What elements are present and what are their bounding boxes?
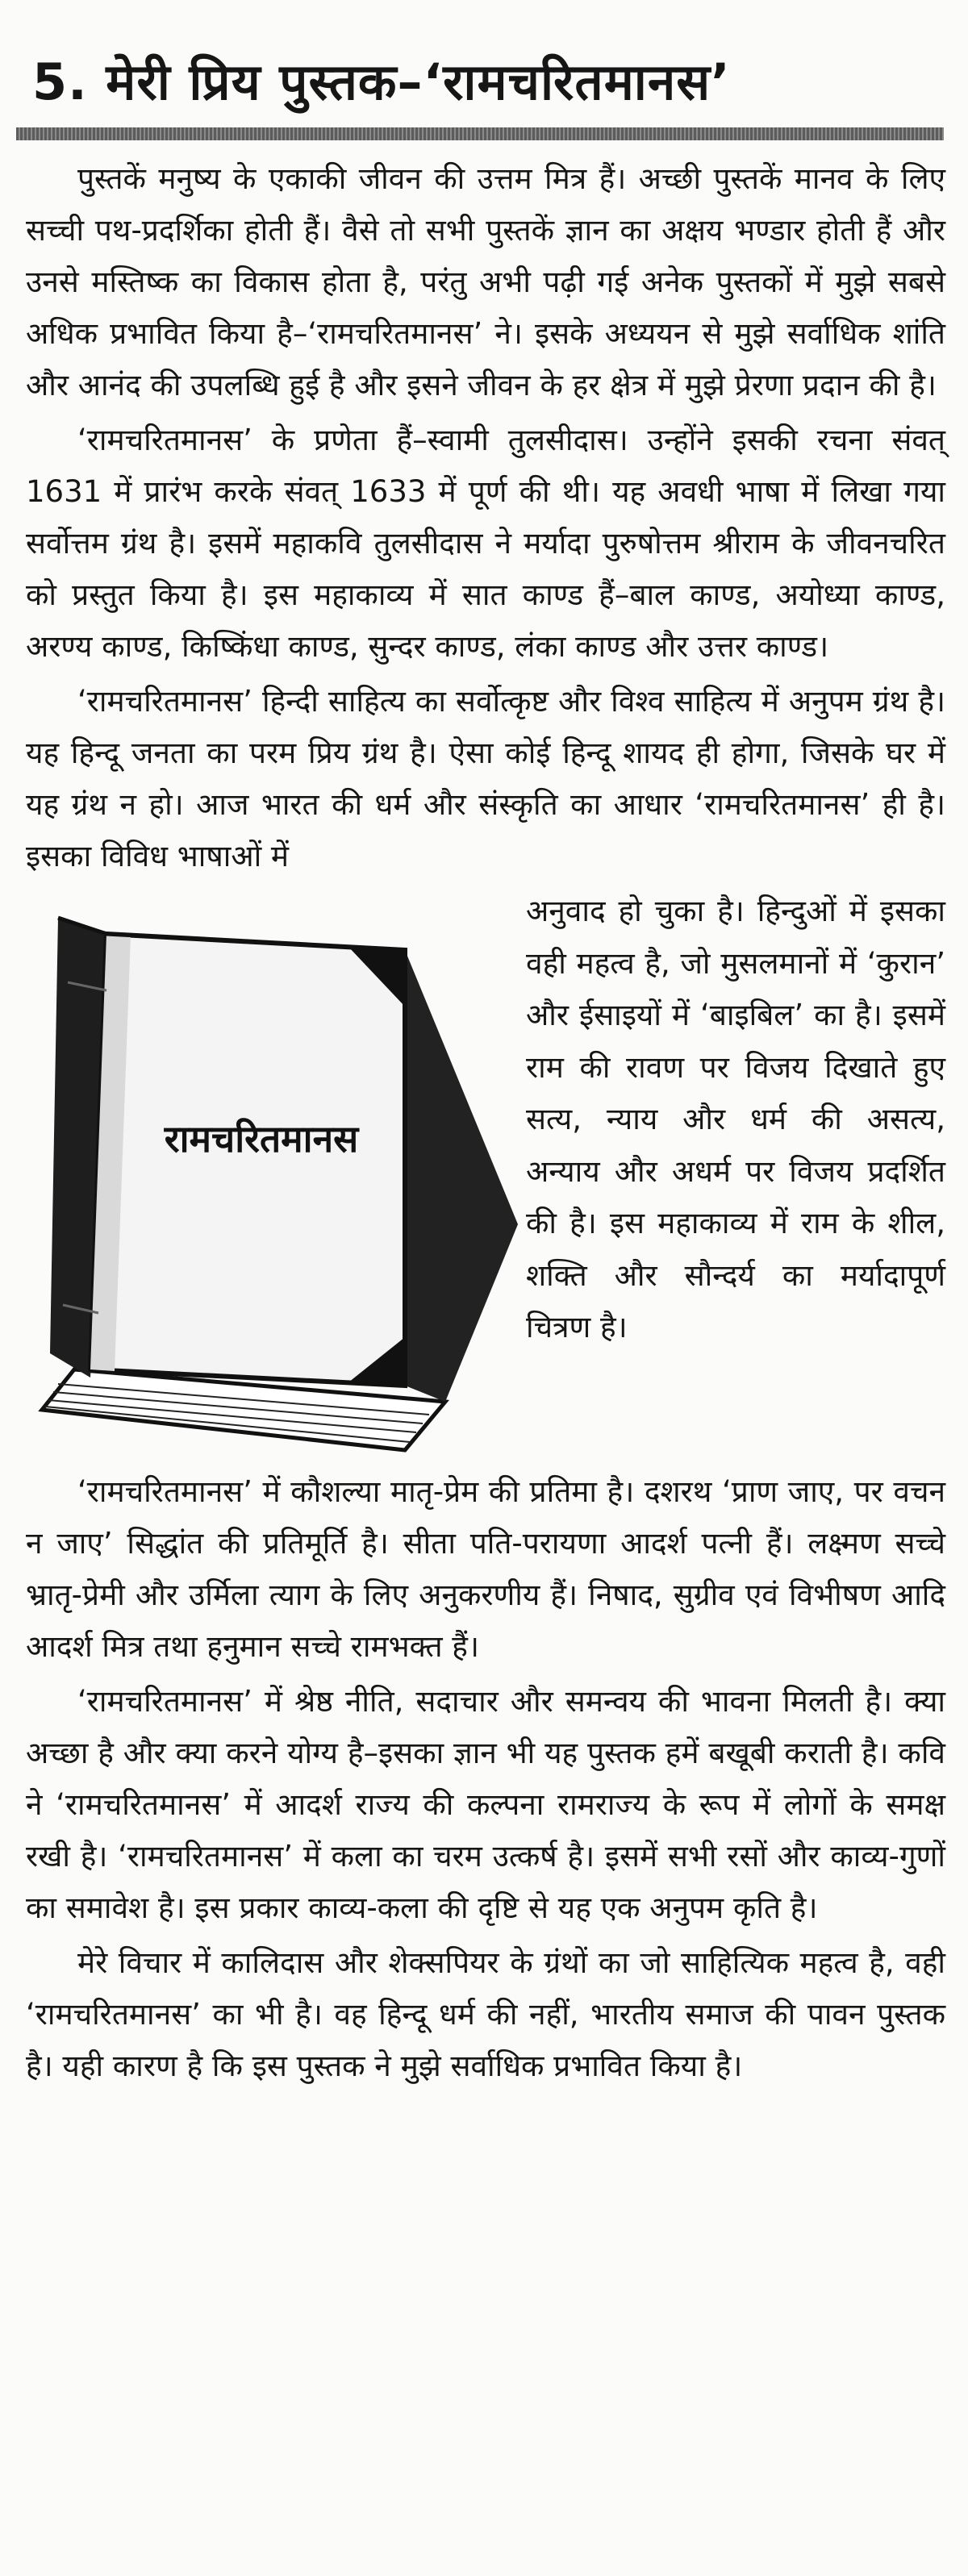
page-title: 5. मेरी प्रिय पुस्तक–‘रामचरितमानस’	[32, 52, 731, 111]
title-underline	[16, 127, 944, 140]
figure-with-text	[26, 886, 945, 1466]
paragraph-4: ‘रामचरितमानस’ में कौशल्या मातृ-प्रेम की प्रतिमा है। दशरथ ‘प्राण जाए, पर वचन न जाए’ सिद्धांत की प्रतिमूर्ति है। सीता पति-परायणा आदर्श पत्नी हैं। लक्ष्मण सच्चे भ्रातृ-प्रेमी और उर्मिला त्याग के लिए अनुकरणीय हैं। निषाद, सुग्रीव एवं विभीषण आदि आदर्श मित्र तथा हनुमान सच्चे रामभक्त हैं।	[26, 1474, 945, 1664]
book-icon	[26, 886, 526, 1466]
paragraph-3-continued: अनुवाद हो चुका है। हिन्दुओं में इसका वही महत्व है, जो मुसलमानों में ‘कुरान’ और ईसाइयों में ‘बाइबिल’ का है। इसमें राम की रावण पर विजय दिखाते हुए सत्य, न्याय और धर्म की असत्य, अन्याय और अधर्म पर विजय प्रदर्शित की है। इस महाकाव्य में राम के शील, शक्ति और सौन्दर्य का मर्यादापूर्ण चित्रण है।	[526, 894, 945, 1344]
paragraph-2: ‘रामचरितमानस’ के प्रणेता हैं–स्वामी तुलसीदास। उन्होंने इसकी रचना संवत् 1631 में प्रारंभ करके संवत् 1633 में पूर्ण की थी। यह अवधी भाषा में लिखा गया सर्वोत्तम ग्रंथ है। इसमें महाकवि तुलसीदास ने मर्यादा पुरुषोत्तम श्रीराम के जीवनचरित को प्रस्तुत किया है। इस महाकाव्य में सात काण्ड हैं–बाल काण्ड, अयोध्या काण्ड, अरण्य काण्ड, किष्किंधा काण्ड, सुन्दर काण्ड, लंका काण्ड और उत्तर काण्ड।	[26, 423, 945, 664]
paragraph-3: ‘रामचरितमानस’ हिन्दी साहित्य का सर्वोत्कृष्ट और विश्व साहित्य में अनुपम ग्रंथ है। यह हिन्दू जनता का परम प्रिय ग्रंथ है। ऐसा कोई हिन्दू शायद ही होगा, जिसके घर में यह ग्रंथ न हो। आज भारत की धर्म और संस्कृति का आधार ‘रामचरितमानस’ ही है। इसका विविध भाषाओं में	[26, 684, 945, 873]
paragraph-6: मेरे विचार में कालिदास और शेक्सपियर के ग्रंथों का जो साहित्यिक महत्व है, वही ‘रामचरितमानस’ का भी है। वह हिन्दू धर्म की नहीं, भारतीय समाज की पावन पुस्तक है। यही कारण है कि इस पुस्तक ने मुझे सर्वाधिक प्रभावित किया है।	[26, 1945, 945, 2083]
book-title-label: रामचरितमानस	[164, 1117, 359, 1161]
essay-body	[26, 153, 945, 2095]
paragraph-5: ‘रामचरितमानस’ में श्रेष्ठ नीति, सदाचार और समन्वय की भावना मिलती है। क्या अच्छा है और क्या करने योग्य है–इसका ज्ञान भी यह पुस्तक हमें बखूबी कराती है। कवि ने ‘रामचरितमानस’ में आदर्श राज्य की कल्पना रामराज्य के रूप में लोगों के समक्ष रखी है। ‘रामचरितमानस’ में कला का चरम उत्कर्ष है। इसमें सभी रसों और काव्य-गुणों का समावेश है। इस प्रकार काव्य-कला की दृष्टि से यह एक अनुपम कृति है।	[26, 1684, 945, 1925]
title-block	[32, 42, 952, 139]
paragraph-1: पुस्तकें मनुष्य के एकाकी जीवन की उत्तम मित्र हैं। अच्छी पुस्तकें मानव के लिए सच्ची पथ-प्रदर्शिका होती हैं। वैसे तो सभी पुस्तकें ज्ञान का अक्षय भण्डार होती हैं और उनसे मस्तिष्क का विकास होता है, परंतु अभी पढ़ी गई अनेक पुस्तकों में मुझे सबसे अधिक प्रभावित किया है–‘रामचरितमानस’ ने। इसके अध्ययन से मुझे सर्वाधिक शांति और आनंद की उपलब्धि हुई है और इसने जीवन के हर क्षेत्र में मुझे प्रेरणा प्रदान की है।	[26, 161, 945, 402]
